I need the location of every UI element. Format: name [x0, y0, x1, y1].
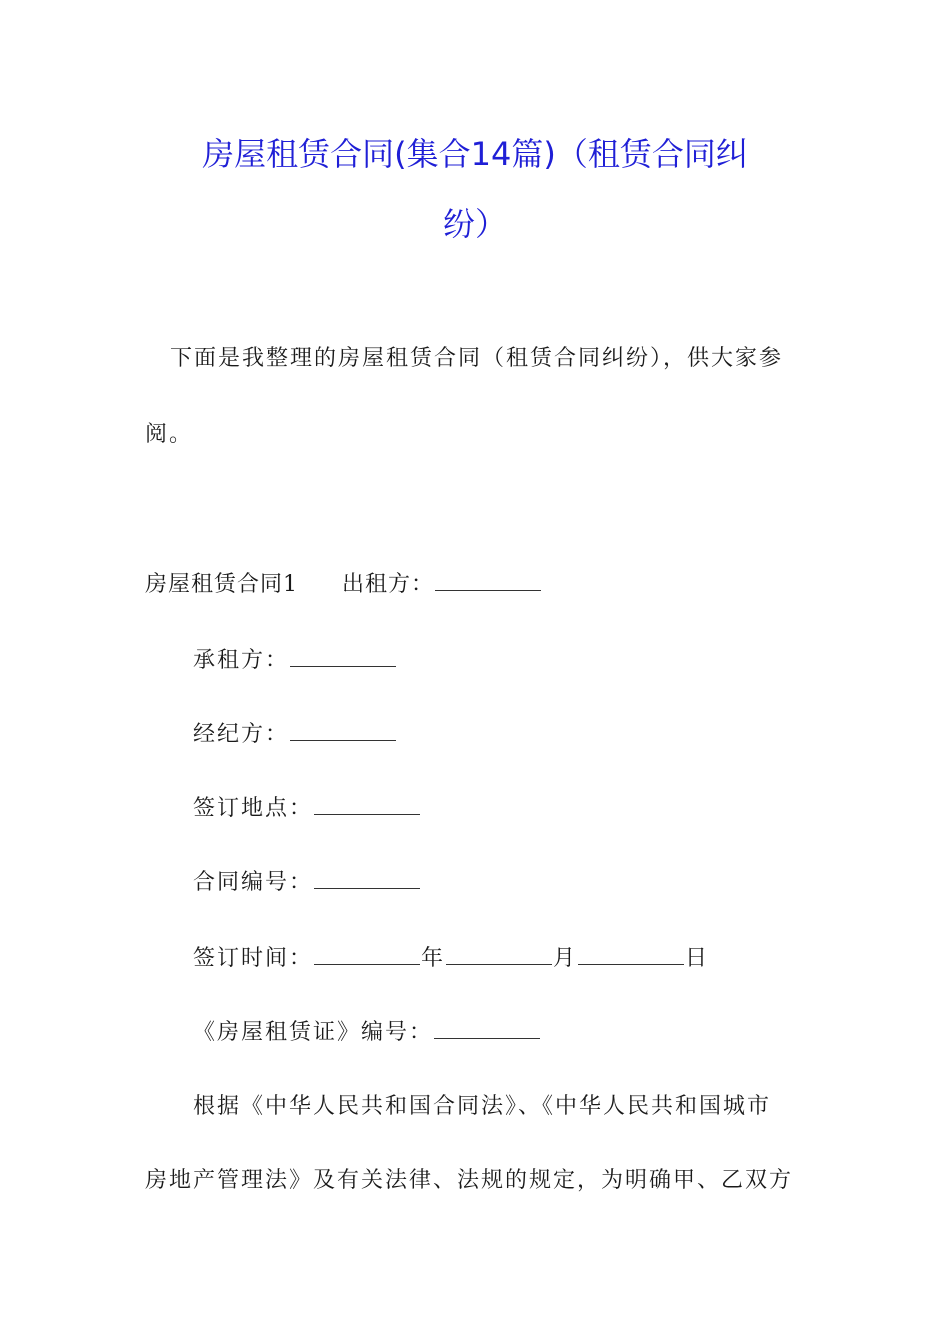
contract-number-row — [193, 870, 421, 894]
day-blank — [578, 946, 684, 965]
lessee-row — [193, 648, 397, 672]
month-label: 月 — [553, 946, 578, 971]
agent-row — [193, 722, 397, 746]
year-label: 年 — [421, 946, 446, 971]
lessee-label: 承租方： — [193, 648, 290, 673]
signing-place-row — [193, 796, 421, 820]
lessor-blank — [435, 572, 541, 591]
year-blank — [314, 946, 420, 965]
intro-paragraph-line-1: 下面是我整理的房屋租赁合同（租赁合同纠纷），供大家参 — [170, 346, 784, 371]
agent-blank — [290, 722, 396, 741]
certificate-number-label: 《房屋租赁证》编号： — [193, 1020, 434, 1045]
intro-paragraph-line-2: 阅。 — [145, 422, 194, 447]
agent-label: 经纪方： — [193, 722, 290, 747]
body-paragraph-line-1: 根据《中华人民共和国合同法》、《中华人民共和国城市 — [193, 1094, 772, 1119]
lessor-label: 出租方： — [342, 572, 435, 597]
signing-place-blank — [314, 796, 420, 815]
contract-number-label: 合同编号： — [193, 870, 314, 895]
body-paragraph-line-2: 房地产管理法》及有关法律、法规的规定，为明确甲、乙双方 — [145, 1168, 794, 1193]
lessee-blank — [290, 648, 396, 667]
certificate-number-blank — [434, 1020, 540, 1039]
month-blank — [446, 946, 552, 965]
signing-time-label: 签订时间： — [193, 946, 314, 971]
document-title-line-2: 纷） — [442, 205, 507, 243]
document-title-line-1: 房屋租赁合同(集合14篇)（租赁合同纠 — [202, 135, 748, 173]
contract-heading-row — [145, 572, 542, 596]
contract-number-blank — [314, 870, 420, 889]
day-label: 日 — [685, 946, 710, 971]
signing-time-row — [193, 946, 709, 970]
certificate-number-row — [193, 1020, 541, 1044]
signing-place-label: 签订地点： — [193, 796, 314, 821]
contract-heading: 房屋租赁合同1 — [145, 572, 298, 597]
